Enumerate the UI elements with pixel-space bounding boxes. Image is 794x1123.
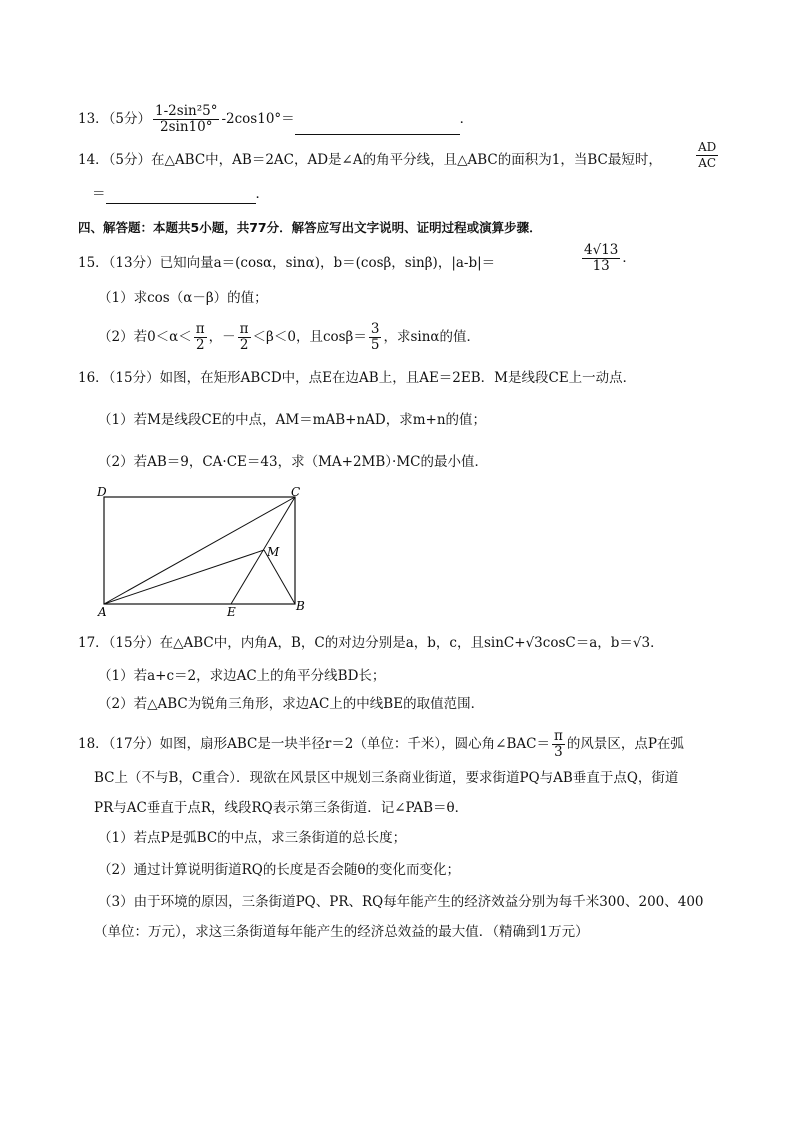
q15-pi-2: π [239,321,249,337]
rectangle-diagram [94,484,314,618]
question-14 [78,150,662,170]
question-14-answer [92,184,269,204]
q18-line3: PR与AC垂直于点R，线段RQ表示第三条街道．记∠PAB＝θ． [94,800,469,816]
q13-answer-blank[interactable] [295,120,460,135]
q15-three: 3 [370,321,380,337]
label-A: A [98,605,107,618]
q13-frac-den: 2sin10° [160,119,213,135]
q18-part2: （2）通过计算说明街道RQ的长度是否会随θ的变化而变化； [98,862,460,878]
q18-part3b: （单位：万元），求这三条街道每年能产生的经济总效益的最大值．（精确到1万元） [94,924,589,940]
label-E: E [227,605,236,618]
q15-part2: （2）若0＜α＜ $\frac{\pi}{2}$ ，－ $\frac{\pi}{2}$ ＜β＜0，且cosβ＝ $\frac{3}{5}$ ，求sinα的值． [98,321,481,353]
label-B: B [296,599,305,613]
q15-five: 5 [370,337,380,353]
question-16: 16．（15分）如图，在矩形ABCD中，点E在边AB上，且AE＝2EB．M是线段CE上一动点． [78,370,637,386]
section-heading: 四、解答题：本题共5小题，共77分．解答应写出文字说明、证明过程或演算步骤． [78,220,542,235]
question-13 [78,104,473,135]
q18-head-start: 18．（17分）如图，扇形ABC是一块半径r＝2（单位：千米），圆心角∠BAC＝ [78,736,550,752]
q15-frac-num: 4√13 [584,242,619,258]
q16-part1: （1）若M是线段CE的中点，AM＝mAB+nAD，求m+n的值； [98,412,487,428]
q14-frac-den: AC [698,156,717,170]
q14-answer-blank[interactable] [106,189,256,204]
label-C: C [291,485,301,499]
q18-pi: π [553,728,563,744]
q13-fraction [153,104,219,135]
q14-fraction [694,140,720,171]
q15-two: 2 [195,337,205,353]
q15-head: 15．（13分）已知向量a＝(cosα，sinα)，b＝(cosβ，sinβ)，|a-b|＝ [78,255,496,271]
q15-end: ． [622,250,636,266]
q18-head-end: 的风景区，点P在弧 [566,736,684,752]
label-D: D [97,485,107,499]
q18-part3a: （3）由于环境的原因，三条街道PQ、PR、RQ每年能产生的经济效益分别为每千米300、200、400 [98,894,704,910]
q15-p2-end: ，求sinα的值． [383,329,481,345]
question-18 [78,729,684,760]
segment-AM [104,550,264,604]
q15-two-2: 2 [239,337,249,353]
q16-part2: （2）若AB＝9，CA·CE＝43，求（MA+2MB）·MC的最小值． [98,454,488,470]
q18-line2: BC上（不与B，C重合）．现欲在风景区中规划三条商业街道，要求街道PQ与AB垂直于点Q，街道 [94,770,679,786]
q18-part1: （1）若点P是弧BC的中点，求三条街道的总长度； [98,830,407,846]
q15-p2-mid: ， [208,329,223,345]
question-17: 17．（15分）在△ABC中，内角A，B，C的对边分别是a，b，c，且sinC+√3cosC＝a，b＝√3． [78,635,664,651]
q14-frac-num: AD [698,140,717,154]
q13-tail: -2cos10°＝ [221,111,295,127]
q13-number: 13．（5分） [78,111,152,127]
q18-three: 3 [554,744,563,760]
q14-line1: 14．（5分）在△ABC中，AB＝2AC，AD是∠A的角平分线，且△ABC的面积为1，当BC最短时， [78,152,662,168]
question-15 [78,253,495,273]
q13-frac-num: 1-2sin²5° [155,103,218,119]
q15-fraction [580,243,636,274]
q15-p2-mid2: ＜β＜0，且cosβ＝ [252,329,367,345]
q14-end: ． [255,186,269,202]
q14-equals: ＝ [92,186,106,202]
q15-frac-den: 13 [592,258,610,274]
q17-part2: （2）若△ABC为锐角三角形，求边AC上的中线BE的取值范围． [98,696,485,712]
label-M: M [267,545,280,559]
q15-pi: π [195,321,205,337]
q13-end: ． [459,111,474,127]
q15-p2-start: （2）若0＜α＜ [98,329,192,345]
q15-part1: （1）求cos（α－β）的值； [98,290,268,306]
q17-part1: （1）若a+c＝2，求边AC上的角平分线BD长； [98,668,386,684]
